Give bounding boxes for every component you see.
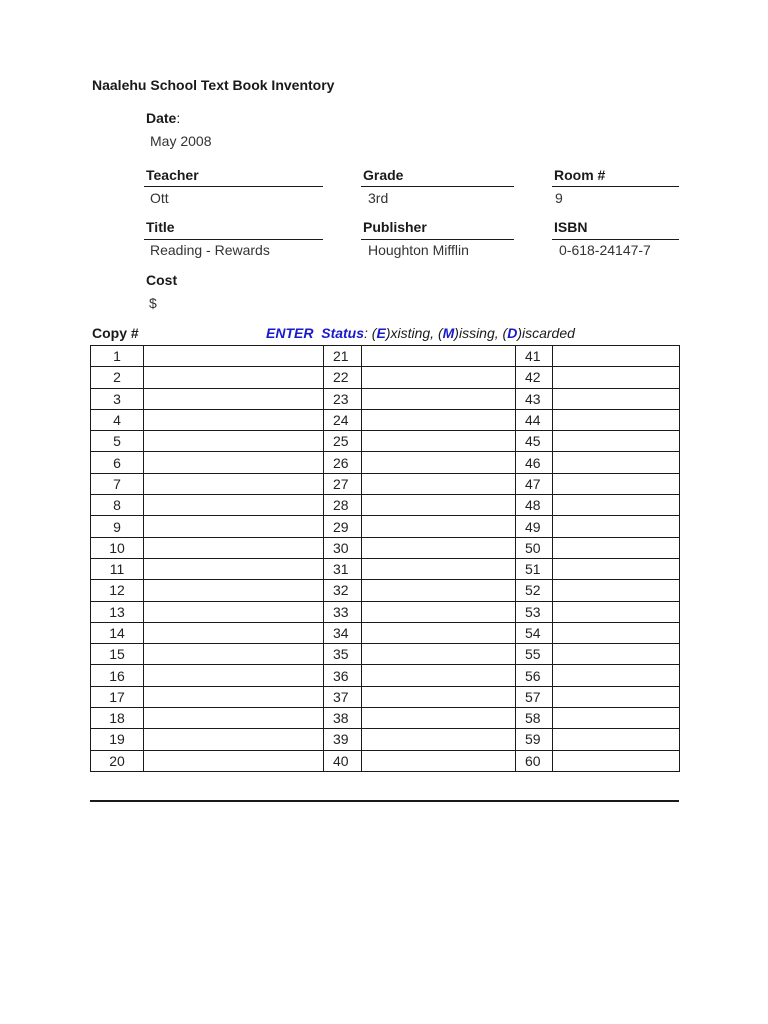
- status-entry-cell[interactable]: [362, 346, 516, 367]
- teacher-rule: [144, 186, 323, 187]
- inventory-table-body: [91, 346, 680, 772]
- copy-number-cell: 36: [324, 665, 362, 686]
- copy-number-header: Copy #: [92, 325, 139, 341]
- publisher-rule: [361, 239, 514, 240]
- copy-number-cell: 59: [516, 729, 553, 750]
- status-e-rest: )xisting, (: [385, 325, 443, 341]
- copy-number-cell: 37: [324, 686, 362, 707]
- status-entry-cell[interactable]: [144, 431, 324, 452]
- status-entry-cell[interactable]: [362, 665, 516, 686]
- status-entry-cell[interactable]: [144, 665, 324, 686]
- status-colon: : (: [364, 325, 377, 341]
- title-value[interactable]: Reading - Rewards: [150, 242, 270, 258]
- status-entry-cell[interactable]: [362, 495, 516, 516]
- copy-number-cell: 60: [516, 750, 553, 771]
- status-entry-cell[interactable]: [553, 622, 680, 643]
- copy-number-cell: 33: [324, 601, 362, 622]
- status-entry-cell[interactable]: [144, 367, 324, 388]
- status-entry-cell[interactable]: [144, 495, 324, 516]
- status-word: Status: [321, 325, 365, 341]
- table-row: [91, 409, 680, 430]
- status-e: E: [376, 325, 386, 341]
- status-d: D: [507, 325, 518, 341]
- copy-number-cell: 4: [91, 409, 144, 430]
- copy-number-cell: 8: [91, 495, 144, 516]
- status-entry-cell[interactable]: [553, 473, 680, 494]
- status-entry-cell[interactable]: [144, 473, 324, 494]
- status-entry-cell[interactable]: [144, 516, 324, 537]
- isbn-label: ISBN: [554, 219, 588, 235]
- status-entry-cell[interactable]: [362, 622, 516, 643]
- teacher-label: Teacher: [146, 167, 199, 183]
- table-row: [91, 665, 680, 686]
- copy-number-cell: 23: [324, 388, 362, 409]
- copy-number-cell: 2: [91, 367, 144, 388]
- copy-number-cell: 31: [324, 558, 362, 579]
- copy-number-cell: 1: [91, 346, 144, 367]
- copy-number-cell: 3: [91, 388, 144, 409]
- title-rule: [144, 239, 323, 240]
- copy-number-cell: 16: [91, 665, 144, 686]
- copy-number-cell: 5: [91, 431, 144, 452]
- copy-number-cell: 15: [91, 644, 144, 665]
- status-entry-cell[interactable]: [553, 431, 680, 452]
- cost-value[interactable]: $: [149, 295, 157, 311]
- isbn-value[interactable]: 0-618-24147-7: [559, 242, 651, 258]
- copy-number-cell: 13: [91, 601, 144, 622]
- copy-number-cell: 54: [516, 622, 553, 643]
- copy-number-cell: 40: [324, 750, 362, 771]
- copy-number-cell: 25: [324, 431, 362, 452]
- status-m: M: [442, 325, 455, 341]
- copy-number-cell: 30: [324, 537, 362, 558]
- copy-number-cell: 51: [516, 558, 553, 579]
- copy-number-cell: 56: [516, 665, 553, 686]
- status-entry-cell[interactable]: [362, 750, 516, 771]
- status-entry-cell[interactable]: [362, 644, 516, 665]
- status-entry-cell[interactable]: [553, 644, 680, 665]
- status-entry-cell[interactable]: [553, 750, 680, 771]
- status-entry-cell[interactable]: [553, 558, 680, 579]
- table-row: [91, 644, 680, 665]
- copy-number-cell: 46: [516, 452, 553, 473]
- status-d-rest: )iscarded: [517, 325, 575, 341]
- status-entry-cell[interactable]: [144, 580, 324, 601]
- table-row: [91, 601, 680, 622]
- status-entry-cell[interactable]: [362, 537, 516, 558]
- copy-number-cell: 48: [516, 495, 553, 516]
- status-entry-cell[interactable]: [553, 495, 680, 516]
- copy-number-cell: 24: [324, 409, 362, 430]
- table-row: [91, 622, 680, 643]
- copy-number-cell: 44: [516, 409, 553, 430]
- copy-number-cell: 39: [324, 729, 362, 750]
- table-row: [91, 580, 680, 601]
- date-label: [146, 110, 180, 126]
- status-entry-cell[interactable]: [144, 708, 324, 729]
- table-row: [91, 537, 680, 558]
- grade-value[interactable]: 3rd: [368, 190, 389, 206]
- status-entry-cell[interactable]: [362, 452, 516, 473]
- table-row: [91, 367, 680, 388]
- copy-number-cell: 20: [91, 750, 144, 771]
- copy-number-cell: 42: [516, 367, 553, 388]
- table-row: [91, 431, 680, 452]
- copy-number-cell: 58: [516, 708, 553, 729]
- copy-number-cell: 43: [516, 388, 553, 409]
- copy-number-cell: 32: [324, 580, 362, 601]
- date-label-text: Date: [146, 110, 177, 126]
- status-entry-cell[interactable]: [362, 558, 516, 579]
- status-entry-cell[interactable]: [362, 388, 516, 409]
- status-entry-cell[interactable]: [553, 346, 680, 367]
- status-entry-cell[interactable]: [553, 729, 680, 750]
- copy-number-cell: 35: [324, 644, 362, 665]
- copy-number-cell: 26: [324, 452, 362, 473]
- copy-number-cell: 45: [516, 431, 553, 452]
- status-entry-cell[interactable]: [144, 729, 324, 750]
- status-entry-cell[interactable]: [144, 346, 324, 367]
- copy-number-cell: 57: [516, 686, 553, 707]
- status-entry-cell[interactable]: [362, 580, 516, 601]
- status-entry-cell[interactable]: [144, 644, 324, 665]
- table-row: [91, 388, 680, 409]
- isbn-rule: [552, 239, 679, 240]
- publisher-label: Publisher: [363, 219, 427, 235]
- date-label-colon: :: [176, 110, 181, 126]
- copy-number-cell: 6: [91, 452, 144, 473]
- status-entry-cell[interactable]: [553, 388, 680, 409]
- bottom-rule: [90, 800, 679, 802]
- copy-number-cell: 41: [516, 346, 553, 367]
- title-label: Title: [146, 219, 175, 235]
- status-entry-cell[interactable]: [362, 686, 516, 707]
- status-entry-cell[interactable]: [362, 367, 516, 388]
- status-entry-cell[interactable]: [144, 601, 324, 622]
- status-entry-cell[interactable]: [144, 388, 324, 409]
- copy-number-cell: 53: [516, 601, 553, 622]
- table-row: [91, 452, 680, 473]
- copy-number-cell: 55: [516, 644, 553, 665]
- status-entry-cell[interactable]: [553, 367, 680, 388]
- copy-number-cell: 14: [91, 622, 144, 643]
- status-entry-cell[interactable]: [553, 409, 680, 430]
- status-entry-cell[interactable]: [362, 708, 516, 729]
- status-entry-cell[interactable]: [362, 431, 516, 452]
- status-entry-cell[interactable]: [144, 409, 324, 430]
- table-row: [91, 750, 680, 771]
- copy-number-cell: 28: [324, 495, 362, 516]
- status-entry-cell[interactable]: [144, 686, 324, 707]
- inventory-table: [90, 345, 680, 772]
- table-row: [91, 708, 680, 729]
- copy-number-cell: 21: [324, 346, 362, 367]
- status-entry-cell[interactable]: [553, 601, 680, 622]
- copy-number-cell: 49: [516, 516, 553, 537]
- copy-number-cell: 27: [324, 473, 362, 494]
- status-entry-cell[interactable]: [553, 516, 680, 537]
- copy-number-cell: 7: [91, 473, 144, 494]
- date-value[interactable]: May 2008: [150, 133, 212, 149]
- status-entry-cell[interactable]: [553, 452, 680, 473]
- copy-number-cell: 9: [91, 516, 144, 537]
- cost-label: Cost: [146, 272, 178, 288]
- room-rule: [552, 186, 679, 187]
- teacher-value[interactable]: Ott: [150, 190, 169, 206]
- grade-label: Grade: [363, 167, 404, 183]
- table-row: [91, 346, 680, 367]
- status-entry-cell[interactable]: [553, 580, 680, 601]
- room-value[interactable]: 9: [555, 190, 563, 206]
- status-entry-cell[interactable]: [144, 750, 324, 771]
- status-entry-cell[interactable]: [362, 601, 516, 622]
- copy-number-cell: 17: [91, 686, 144, 707]
- copy-number-cell: 50: [516, 537, 553, 558]
- status-entry-cell[interactable]: [553, 537, 680, 558]
- status-entry-cell[interactable]: [144, 558, 324, 579]
- document-title: Naalehu School Text Book Inventory: [92, 77, 335, 93]
- table-row: [91, 686, 680, 707]
- status-entry-cell[interactable]: [362, 729, 516, 750]
- status-entry-cell[interactable]: [362, 473, 516, 494]
- copy-number-cell: 29: [324, 516, 362, 537]
- status-entry-cell[interactable]: [144, 537, 324, 558]
- copy-number-cell: 19: [91, 729, 144, 750]
- copy-number-cell: 22: [324, 367, 362, 388]
- status-entry-cell[interactable]: [144, 622, 324, 643]
- status-entry-cell[interactable]: [553, 665, 680, 686]
- table-row: [91, 516, 680, 537]
- status-entry-cell[interactable]: [362, 409, 516, 430]
- status-instruction: [266, 325, 575, 341]
- status-entry-cell[interactable]: [362, 516, 516, 537]
- copy-number-cell: 34: [324, 622, 362, 643]
- status-enter: ENTER: [266, 325, 314, 341]
- room-label: Room #: [554, 167, 606, 183]
- copy-number-cell: 18: [91, 708, 144, 729]
- table-row: [91, 558, 680, 579]
- status-m-rest: )issing, (: [454, 325, 508, 341]
- table-row: [91, 495, 680, 516]
- status-entry-cell[interactable]: [144, 452, 324, 473]
- copy-number-cell: 52: [516, 580, 553, 601]
- table-row: [91, 473, 680, 494]
- copy-number-cell: 10: [91, 537, 144, 558]
- publisher-value[interactable]: Houghton Mifflin: [368, 242, 469, 258]
- copy-number-cell: 47: [516, 473, 553, 494]
- status-entry-cell[interactable]: [553, 708, 680, 729]
- table-row: [91, 729, 680, 750]
- copy-number-cell: 11: [91, 558, 144, 579]
- grade-rule: [361, 186, 514, 187]
- copy-number-cell: 38: [324, 708, 362, 729]
- status-entry-cell[interactable]: [553, 686, 680, 707]
- copy-number-cell: 12: [91, 580, 144, 601]
